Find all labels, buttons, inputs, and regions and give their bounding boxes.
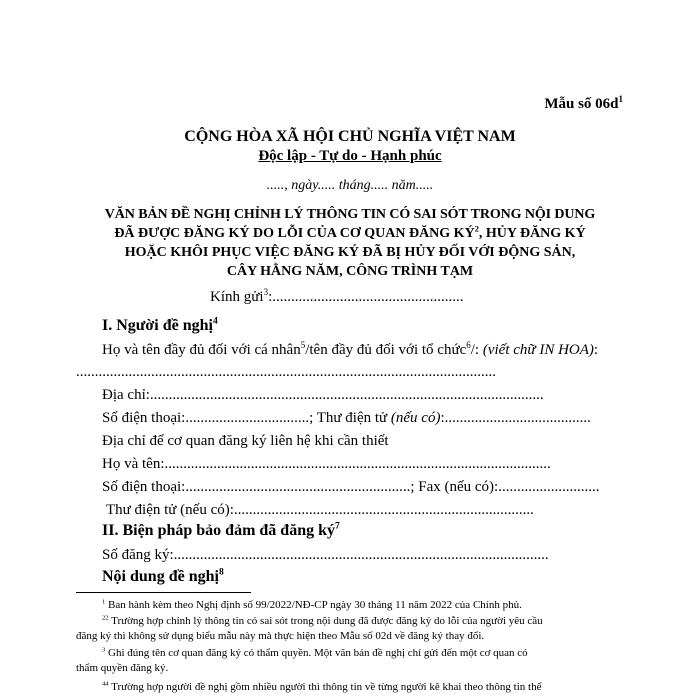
footnote: $^{44}$ Trường hợp người đề nghị gồm nhiều người thì thông tin về từng người kê khai theo thông tin thể bbox=[102, 680, 542, 693]
contact-name-field[interactable]: Họ và tên:....................................................................................................... bbox=[102, 456, 551, 472]
address-field[interactable]: Địa chỉ:......................................................................................................... bbox=[102, 387, 544, 403]
title-line: VĂN BẢN ĐỀ NGHỊ CHỈNH LÝ THÔNG TIN CÓ SAI SÓT TRONG NỘI DUNG bbox=[104, 207, 596, 222]
phone-email-line[interactable]: Số điện thoại:.................................; Thư điện tử (nếu có):....................................... bbox=[102, 410, 591, 426]
section-heading-request: Nội dung đề nghị$^8$ bbox=[102, 566, 224, 585]
date-line: ....., ngày..... tháng..... năm..... bbox=[266, 178, 434, 193]
footnote-separator bbox=[76, 592, 251, 593]
title-line: CÂY HẰNG NĂM, CÔNG TRÌNH TẠM bbox=[226, 264, 474, 279]
contact-phone-fax-field[interactable]: Số điện thoại:............................................................; Fax (nếu có):........................... bbox=[102, 479, 600, 495]
republic-heading: CỘNG HÒA XÃ HỘI CHỦ NGHĨA VIỆT NAM bbox=[184, 128, 516, 145]
footnote: $^{22}$ Trường hợp chỉnh lý thông tin có sai sót trong nội dung đã được đăng ký do lỗi của người yêu cầu bbox=[102, 614, 543, 627]
motto: Độc lập - Tự do - Hạnh phúc bbox=[258, 148, 442, 164]
email-field[interactable]: :....................................... bbox=[440, 410, 591, 426]
full-name-label: Họ và tên đầy đủ đối với cá nhân$^5$/tên đầy đủ đối với tổ chức$^6$/: (viết chữ IN HOA): bbox=[102, 340, 599, 358]
recipient-field[interactable]: :................................................... bbox=[268, 289, 464, 305]
contact-address-label: Địa chỉ để cơ quan đăng ký liên hệ khi cần thiết bbox=[102, 433, 389, 449]
contact-email-field[interactable]: Thư điện tử (nếu có):................................................................................ bbox=[106, 502, 534, 518]
registration-number-field[interactable]: Số đăng ký:.................................................................................................... bbox=[102, 547, 549, 563]
footnote: $^1$ Ban hành kèm theo Nghị định số 99/2022/NĐ-CP ngày 30 tháng 11 năm 2022 của Chính phủ. bbox=[102, 598, 522, 611]
phone-field[interactable]: Số điện thoại:.................................; bbox=[102, 410, 314, 426]
recipient-line: Kính gửi$^3$:................................................... bbox=[210, 287, 464, 305]
footnote-continuation: đăng ký thì không sử dụng biểu mẫu này mà thực hiện theo Mẫu số 02d về đăng ký thay đổi. bbox=[76, 630, 485, 642]
footnote: $^3$ Ghi đúng tên cơ quan đăng ký có thẩm quyền. Một văn bản đề nghị chỉ gửi đến một cơ quan có bbox=[102, 646, 528, 659]
form-number: Mẫu số $06d^1$ bbox=[544, 94, 623, 112]
full-name-field[interactable]: ................................................................................................................ bbox=[76, 364, 496, 380]
title-line: ĐÃ ĐƯỢC ĐĂNG KÝ DO LỖI CỦA CƠ QUAN ĐĂNG $KÝ^2$, HỦY ĐĂNG KÝ bbox=[114, 224, 586, 241]
section-heading-security: II. Biện pháp bảo đảm đã đăng $ký^7$ bbox=[102, 520, 340, 539]
footnote-continuation: thẩm quyền đăng ký. bbox=[76, 662, 169, 674]
title-line: HOẶC KHÔI PHỤC VIỆC ĐĂNG KÝ ĐÃ BỊ HỦY ĐỐI VỚI ĐỘNG SẢN, bbox=[124, 245, 576, 260]
section-heading-applicant: I. Người đề nghị$^4$ bbox=[102, 315, 218, 334]
